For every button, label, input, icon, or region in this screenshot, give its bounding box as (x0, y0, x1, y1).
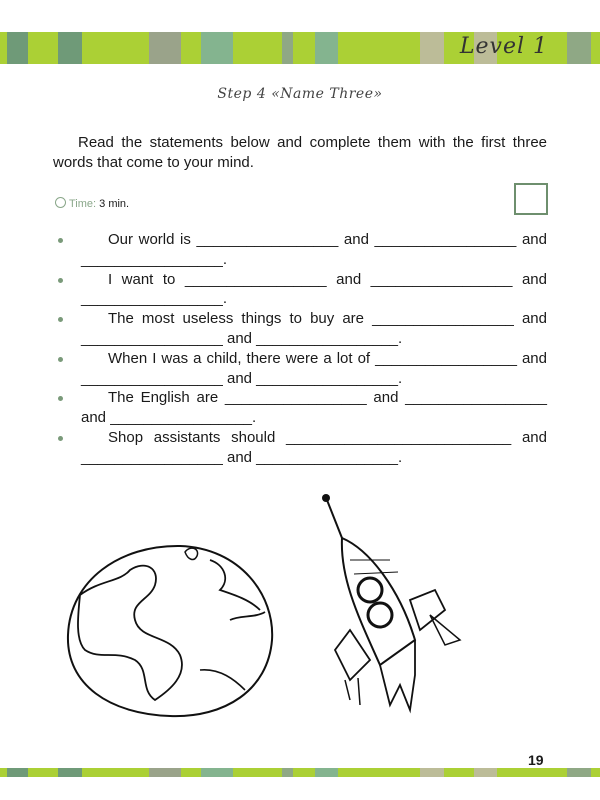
bullet-icon (58, 317, 63, 322)
timer (55, 197, 129, 210)
statement-text: Our world is _________________ and _________________ and _________________. (81, 231, 547, 268)
bullet-icon (58, 278, 63, 283)
timer-value: 3 min. (99, 198, 130, 210)
timer-label: Time: (69, 198, 97, 210)
statement-text: Shop assistants should ___________________________ and _________________ and _________________. (81, 428, 547, 466)
statement-text: When I was a child, there were a lot of _________________ and _________________ and _________________. (81, 349, 547, 387)
list-item[interactable] (56, 349, 547, 389)
bullet-icon (58, 396, 63, 401)
bottom-decorative-stripe (0, 768, 600, 777)
statement-text: The English are _________________ and _________________ and _________________. (81, 389, 547, 427)
completion-checkbox[interactable] (514, 183, 548, 215)
bullet-icon (58, 357, 63, 362)
statement-list (56, 230, 547, 468)
list-item[interactable] (56, 309, 547, 349)
list-item[interactable] (56, 230, 547, 270)
page-number: 19 (528, 752, 544, 768)
bullet-icon (58, 238, 63, 243)
step-title: Step 4 «Name Three» (217, 86, 383, 102)
instructions: Read the statements below and complete them with the first three words that come to your mind. (53, 134, 547, 171)
list-item[interactable] (56, 270, 547, 310)
earth-illustration (60, 540, 280, 720)
rocket-illustration (320, 490, 490, 720)
bullet-icon (58, 436, 63, 441)
clock-icon (55, 197, 66, 208)
statement-text: The most useless things to buy are _________________ and _________________ and _________________. (81, 310, 547, 347)
statement-text: I want to _________________ and _________________ and _________________. (81, 270, 547, 308)
list-item[interactable] (56, 388, 547, 428)
list-item[interactable] (56, 428, 547, 468)
level-label: Level 1 (459, 34, 548, 59)
